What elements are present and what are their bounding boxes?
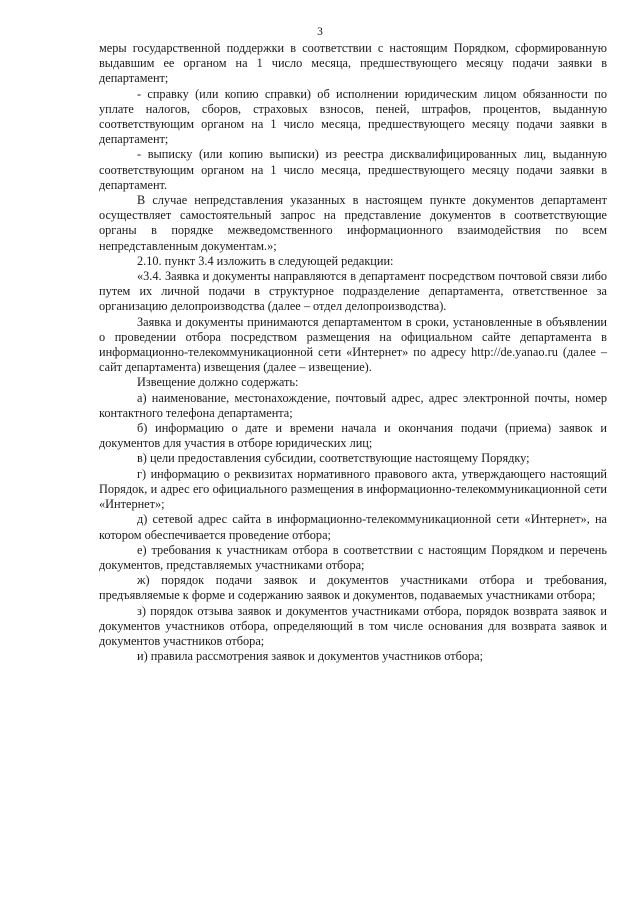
paragraph-7: Заявка и документы принимаются департаментом в сроки, установленные в объявлении о проведении отбора посредством размещения на официальном сайте департамента в информационно-телекоммуникационной сети «Интернет» по адресу http://de.yanao.ru (далее – сайт департамента) извещения (далее – извещение). [99,314,607,375]
list-item-i: и) правила рассмотрения заявок и документов участников отбора; [137,649,484,664]
list-item-zh: ж) порядок подачи заявок и документов участниками отбора и требования, предъявляемые к форме и содержанию заявок и документов, подаваемых участниками отбора; [99,573,607,603]
list-item-b: б) информацию о дате и времени начала и окончания подачи (приема) заявок и документов для участия в отборе юридических лиц; [99,421,607,451]
paragraph-2: - справку (или копию справки) об исполнении юридическим лицом обязанности по уплате налогов, сборов, страховых взносов, пеней, штрафов, процентов, выданную соответствующим органом на 1 число месяца, предшествующего месяцу подачи заявки в департамент; [99,86,607,147]
page-number: 3 [317,26,323,38]
paragraph-4: В случае непредставления указанных в настоящем пункте документов департамент осуществляет самостоятельный запрос на представление документов в соответствующие органы в порядке межведомственного информационного взаимодействия по всем непредставленным документам.»; [99,193,607,253]
paragraph-6: «3.4. Заявка и документы направляются в департамент посредством почтовой связи либо путем их личной подачи в структурное подразделение департамента, ответственное за организацию делопроизводства (далее – отдел делопроизводства). [99,269,607,314]
paragraph-3: - выписку (или копию выписки) из реестра дисквалифицированных лиц, выданную соответствующим органом на 1 число месяца, предшествующего месяцу подачи заявки в департамент. [99,147,607,192]
paragraph-5: 2.10. пункт 3.4 изложить в следующей редакции: [137,253,394,268]
list-item-e: е) требования к участникам отбора в соответствии с настоящим Порядком и перечень документов, представляемых участниками отбора; [99,542,607,572]
list-item-g: г) информацию о реквизитах нормативного правового акта, утверждающего настоящий Порядок, и адрес его официального размещения в информационно-телекоммуникационной сети «Интернет»; [99,466,607,512]
paragraph-8: Извещение должно содержать: [137,375,299,390]
list-item-a: а) наименование, местонахождение, почтовый адрес, адрес электронной почты, номер контактного телефона департамента; [99,390,607,420]
list-item-z: з) порядок отзыва заявок и документов участниками отбора, порядок возврата заявок и документов участников отбора, определяющий в том числе основания для возврата заявок и документов участников отбора; [99,603,607,648]
document-body [99,41,607,664]
paragraph-1: меры государственной поддержки в соответствии с настоящим Порядком, сформированную выдавшим ее органом на 1 число месяца, предшествующего месяцу подачи заявки в департамент; [99,41,607,86]
list-item-v: в) цели предоставления субсидии, соответствующие настоящему Порядку; [137,451,530,466]
list-item-d: д) сетевой адрес сайта в информационно-телекоммуникационной сети «Интернет», на котором обеспечивается проведение отбора; [99,512,607,542]
